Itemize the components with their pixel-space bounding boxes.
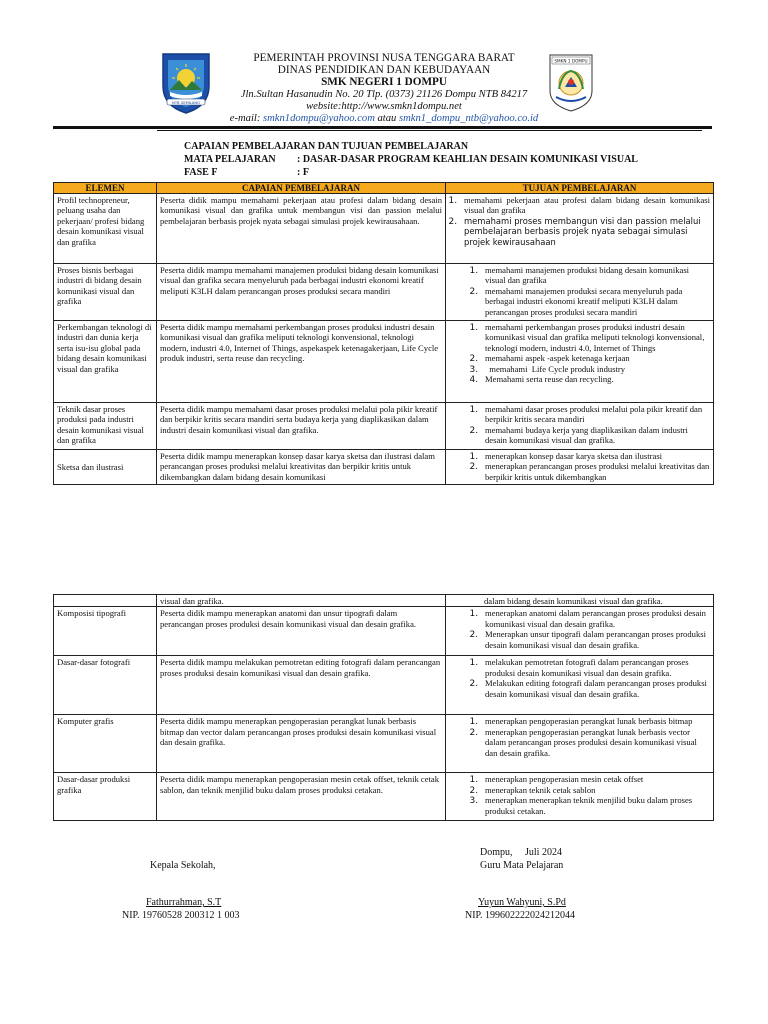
tujuan-item: 1. menerapkan pengoperasian perangkat lunak berbasis bitmap (481, 716, 710, 726)
letterhead-divider-thin (157, 130, 702, 131)
principal-nip: NIP. 19760528 200312 1 003 (122, 910, 240, 921)
tujuan-item: 2. memahami manajemen produksi secara menyeluruh pada berbagai industri ekonomi kreatif meliputi K3LH dalam perancangan proses produksi secara mandiri (481, 286, 710, 317)
capaian-cell: Peserta didik mampu menerapkan pengoperasian perangkat lunak berbasis bitmap dan vector dalam perancangan proses produksi desain komunikasi visual dan desain grafika. (157, 715, 446, 773)
tujuan-item: 2. memahami proses membangun visi dan passion melalui pembelajaran berbasis projek nyata sebagai simulasi projek kewirausahaan (460, 216, 710, 247)
capaian-cell: Peserta didik mampu menerapkan anatomi dan unsur tipografi dalam perancangan proses produksi desain komunikasi visual dan desain grafika. (157, 607, 446, 656)
table-row (54, 450, 714, 485)
tujuan-item: 1. menerapkan konsep dasar karya sketsa dan ilustrasi (481, 451, 710, 461)
tujuan-cell (446, 403, 714, 450)
tujuan-item: 1. memahami pekerjaan atau profesi dalam bidang desain komunikasi visual dan grafika (460, 195, 710, 216)
capaian-cell: Peserta didik mampu memahami dasar proses produksi melalui pola pikir kreatif dan berpikir kritis secara mandiri serta budaya kerja yang diaplikasikan dalam industri desain komunikasi visual dan grafika. (157, 403, 446, 450)
phase-line (184, 167, 309, 180)
table-row (54, 403, 714, 450)
table-row (54, 194, 714, 264)
elemen-cell: Profil technopreneur, peluang usaha dan pekerjaan/ profesi bidang desain komunikasi visual dan grafika (54, 194, 157, 264)
tujuan-item: 3. memahami Life Cycle produk industry (481, 364, 710, 374)
tujuan-cell (446, 194, 714, 264)
table-row (54, 321, 714, 403)
header-school-name: SMK NEGERI 1 DOMPU (321, 76, 447, 88)
capaian-cell: visual dan grafika. (157, 595, 446, 607)
header-email (0, 113, 768, 125)
tujuan-cell (446, 321, 714, 403)
tujuan-item: 2. menerapkan pengoperasian perangkat lunak berbasis vector dalam perancangan proses produksi desain komunikasi visual dan desain grafika. (481, 727, 710, 758)
capaian-cell: Peserta didik mampu memahami perkembangan proses produksi industri desain komunikasi visual dan grafika meliputi teknologi konvensional, teknologi modern, industri 4.0, Internet of Things, aspekaspek ketenagakerjaan, Life Cycle produk industri, serta reuse dan recycling. (157, 321, 446, 403)
table-row-continuation (54, 595, 714, 607)
elemen-cell (54, 595, 157, 607)
email-label: e-mail: (229, 113, 264, 124)
header-agency: DINAS PENDIDIKAN DAN KEBUDAYAAN (277, 64, 491, 76)
tujuan-item: 3. menerapkan menerapkan teknik menjilid buku dalam proses produksi cetakan. (481, 795, 710, 816)
cp-table-page1 (53, 182, 714, 485)
teacher-name: Yuyun Wahyuni, S.Pd (478, 897, 566, 908)
table-row (54, 715, 714, 773)
email-separator: atau (374, 113, 399, 124)
table-row (54, 607, 714, 656)
place-date: Dompu, Juli 2024 (480, 847, 562, 858)
tujuan-item: 2. menerapkan perancangan proses produksi melalui kreativitas dan berpikir kritis untuk dikembangkan (481, 461, 710, 482)
tujuan-cell: dalam bidang desain komunikasi visual dan grafika. (446, 595, 714, 607)
tujuan-item: 2. Menerapkan unsur tipografi dalam perancangan proses produksi desain komunikasi visual dan desain grafika. (481, 629, 710, 650)
phase-label: FASE F (184, 167, 218, 178)
tujuan-cell (446, 607, 714, 656)
capaian-cell: Peserta didik mampu memahami manajemen produksi bidang desain komunikasi visual dan grafika secara menyeluruh pada berbagai industri ekonomi kreatif meliputi K3LH dalam perancangan proses produksi secara mandiri (157, 264, 446, 321)
tujuan-item: 1. memahami manajemen produksi bidang desain komunikasi visual dan grafika (481, 265, 710, 286)
elemen-cell: Komputer grafis (54, 715, 157, 773)
teacher-title: Guru Mata Pelajaran (480, 860, 564, 871)
tujuan-cell (446, 773, 714, 821)
tujuan-item: 1. memahami dasar proses produksi melalui pola pikir kreatif dan berpikir kritis secara mandiri (481, 404, 710, 425)
subject-label: MATA PELAJARAN (184, 154, 276, 165)
capaian-cell: Peserta didik mampu menerapkan konsep dasar karya sketsa dan ilustrasi dalam perancangan proses produksi melalui kreativitas dan berpikir kritis untuk dikembangkan dalam bidang desain komunikasi (157, 450, 446, 485)
logo-school-text: SMKN 1 DOMPU (554, 58, 588, 64)
elemen-cell: Sketsa dan ilustrasi (54, 450, 157, 485)
cp-table-page2 (53, 594, 714, 821)
tujuan-cell (446, 656, 714, 715)
tujuan-cell (446, 450, 714, 485)
email-link-2[interactable]: smkn1_dompu_ntb@yahoo.co.id (399, 113, 539, 124)
tujuan-item: 4. Memahami serta reuse dan recycling. (481, 374, 710, 384)
tujuan-cell (446, 715, 714, 773)
table-row (54, 264, 714, 321)
elemen-cell: Teknik dasar proses produksi pada industri desain komunikasi visual dan grafika (54, 403, 157, 450)
phase-value: : F (297, 167, 309, 178)
tujuan-item: 2. memahami budaya kerja yang diaplikasikan dalam industri desain komunikasi visual dan grafika. (481, 425, 710, 446)
elemen-cell: Proses bisnis berbagai industri di bidang desain komunikasi visual dan grafika (54, 264, 157, 321)
header-address: Jln.Sultan Hasanudin No. 20 Tlp. (0373) 21126 Dompu NTB 84217 (240, 89, 528, 100)
logo-ribbon-text: NTB GEMILANG (172, 101, 200, 105)
table-row (54, 656, 714, 715)
subject-value: : DASAR-DASAR PROGRAM KEAHLIAN DESAIN KOMUNIKASI VISUAL (297, 154, 638, 165)
tujuan-item: 1. memahami perkembangan proses produksi industri desain komunikasi visual dan grafika meliputi teknologi konvensional, teknologi modern, industri 4.0, Internet of Things (481, 322, 710, 353)
table-row (54, 773, 714, 821)
tujuan-item: 2. menerapkan teknik cetak sablon (481, 785, 710, 795)
tujuan-item: 2. Melakukan editing fotografi dalam perancangan proses produksi desain komunikasi visual dan desain grafika. (481, 678, 710, 699)
subject-line (184, 154, 638, 167)
capaian-cell: Peserta didik mampu melakukan pemotretan editing fotografi dalam perancangan proses produksi desain komunikasi visual dan desain grafika. (157, 656, 446, 715)
header-tujuan: TUJUAN PEMBELAJARAN (446, 183, 714, 194)
elemen-cell: Perkembangan teknologi di industri dan dunia kerja serta isu-isu global pada bidang desain komunikasi visual dan grafika (54, 321, 157, 403)
tujuan-cell (446, 264, 714, 321)
tujuan-item: 1. menerapkan anatomi dalam perancangan proses produksi desain komunikasi visual dan desain grafika. (481, 608, 710, 629)
header-government: PEMERINTAH PROVINSI NUSA TENGGARA BARAT (253, 52, 515, 64)
tujuan-item: 1. menerapkan pengoperasian mesin cetak offset (481, 774, 710, 784)
capaian-cell: Peserta didik mampu memahami pekerjaan atau profesi dalam bidang desain komunikasi visual dan grafika untuk membangun visi dan passion melalui pembelajaran berbasis projek nyata sebagai simulasi projek kewirausahaan. (157, 194, 446, 264)
doc-title: CAPAIAN PEMBELAJARAN DAN TUJUAN PEMBELAJARAN (184, 141, 469, 152)
elemen-cell: Komposisi tipografi (54, 607, 157, 656)
header-elemen: ELEMEN (54, 183, 157, 194)
principal-title: Kepala Sekolah, (150, 860, 216, 871)
header-website: website:http://www.smkn1dompu.net (306, 101, 462, 112)
principal-name: Fathurrahman, S.T (146, 897, 222, 908)
header-capaian: CAPAIAN PEMBELAJARAN (157, 183, 446, 194)
elemen-cell: Dasar-dasar fotografi (54, 656, 157, 715)
table-header-row (54, 183, 714, 194)
capaian-cell: Peserta didik mampu menerapkan pengoperasian mesin cetak offset, teknik cetak sablon, dan teknik menjilid buku dalam proses produksi cetakan. (157, 773, 446, 821)
letterhead-divider-thick (53, 126, 712, 129)
teacher-nip: NIP. 199602222024212044 (465, 910, 576, 921)
elemen-cell: Dasar-dasar produksi grafika (54, 773, 157, 821)
tujuan-item: 1. melakukan pemotretan fotografi dalam perancangan proses produksi desain komunikasi visual dan desain grafika. (481, 657, 710, 678)
tujuan-item: 2. memahami aspek -aspek ketenaga kerjaan (481, 353, 710, 363)
email-link-1[interactable]: smkn1dompu@yahoo.com (263, 113, 375, 124)
